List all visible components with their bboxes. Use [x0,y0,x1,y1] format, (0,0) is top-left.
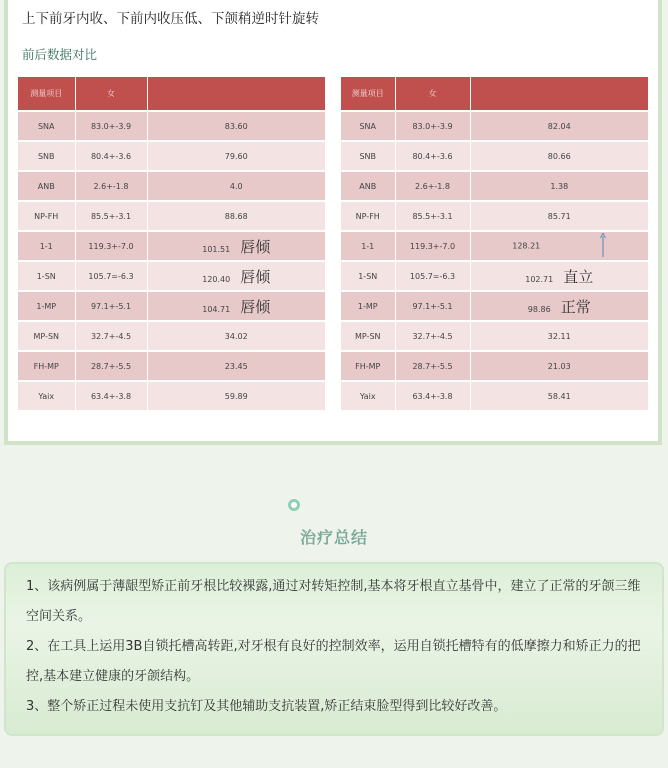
value-cell [147,381,325,411]
table-row [341,141,648,171]
item-cell [341,231,395,261]
value-text: 23.45 [224,361,248,371]
item-cell [18,291,75,321]
item-cell [341,141,395,171]
table-row [341,171,648,201]
item-label: Yaix [38,391,55,401]
value-text: 59.89 [224,391,248,401]
summary-item: 3、整个矫正过程未使用支抗钉及其他辅助支抗装置,矫正结束脸型得到比较好改善。 [26,699,507,714]
item-cell [18,261,75,291]
header-cell: 女 [75,77,147,111]
item-label: 1-SN [36,271,56,281]
norm-cell: 119.3+-7.0 [75,231,147,261]
table-row [18,381,325,411]
item-cell [18,381,75,411]
value-cell [470,291,648,321]
value-text: 101.51 [202,244,231,254]
value-cell [147,141,325,171]
item-cell [18,201,75,231]
value-text: 58.41 [547,391,571,401]
annotation-note: 唇倾 [240,237,271,256]
value-text: 80.66 [547,151,571,161]
value-cell [147,351,325,381]
item-label: FH-MP [355,361,381,371]
item-cell [18,171,75,201]
item-label: 1-MP [36,301,57,311]
norm-cell: 80.4+-3.6 [395,141,470,171]
headline: 上下前牙内收、下前内收压低、下颌稍逆时针旋转 [22,11,319,27]
header-cell: 女 [395,77,470,111]
item-cell [341,291,395,321]
value-cell [147,261,325,291]
item-cell [18,111,75,141]
table-row [341,381,648,411]
annotation-note: 唇倾 [240,297,271,316]
item-cell [341,351,395,381]
norm-cell: 32.7+-4.5 [75,321,147,351]
value-cell [147,201,325,231]
item-label: MP-SN [355,331,381,341]
value-cell [147,231,325,261]
norm-cell: 2.6+-1.8 [75,171,147,201]
item-label: 1-MP [357,301,378,311]
item-cell [341,201,395,231]
item-label: SNB [37,151,55,161]
norm-cell: 32.7+-4.5 [395,321,470,351]
item-label: SNA [37,121,55,131]
value-cell [470,261,648,291]
item-cell [341,111,395,141]
table-row [18,141,325,171]
item-cell [341,381,395,411]
summary-item: 2、在工具上运用3B自锁托槽高转距,对牙根有良好的控制效率，运用自锁托槽特有的低摩擦力和矫正力的把控,基本建立健康的牙颌结构。 [26,639,641,684]
item-cell [341,321,395,351]
norm-cell: 63.4+-3.8 [75,381,147,411]
annotation-note: 唇倾 [240,267,271,286]
item-cell [341,261,395,291]
value-cell [470,231,648,261]
header-cell [470,77,648,111]
value-cell [470,351,648,381]
value-text: 32.11 [547,331,571,341]
norm-cell: 105.7=-6.3 [395,261,470,291]
item-cell [18,231,75,261]
item-label: NP-FH [34,211,59,221]
item-label: ANB [359,181,377,191]
value-cell [470,321,648,351]
item-label: SNA [359,121,377,131]
after-table [341,77,648,412]
table-row [341,261,648,291]
value-text: 34.02 [224,331,248,341]
before-table [18,77,325,412]
value-text: 98.86 [527,304,551,314]
table-row [18,231,325,261]
norm-cell: 83.0+-3.9 [395,111,470,141]
item-label: SNB [359,151,377,161]
value-text: 128.21 [512,241,541,251]
table-row [341,321,648,351]
summary-item: 1、该病例属于薄龈型矫正前牙根比较裸露,通过对转矩控制,基本将牙根直立基骨中，建立了正常的牙颌三维空间关系。 [26,579,641,624]
item-label: Yaix [359,391,376,401]
norm-cell: 97.1+-5.1 [395,291,470,321]
subheading: 前后数据对比 [22,47,98,62]
norm-cell: 2.6+-1.8 [395,171,470,201]
item-label: ANB [37,181,55,191]
norm-cell: 119.3+-7.0 [395,231,470,261]
norm-cell: 85.5+-3.1 [75,201,147,231]
table-header-row [18,77,325,111]
item-label: MP-SN [33,331,59,341]
item-cell [18,351,75,381]
item-cell [18,321,75,351]
table-row [341,351,648,381]
norm-cell: 85.5+-3.1 [395,201,470,231]
annotation-note: 正常 [560,297,591,316]
item-cell [18,141,75,171]
table-row [18,321,325,351]
table-row [18,201,325,231]
item-label: NP-FH [355,211,380,221]
value-text: 120.40 [202,274,231,284]
value-cell [147,321,325,351]
norm-cell: 28.7+-5.5 [75,351,147,381]
header-cell [147,77,325,111]
item-label: FH-MP [33,361,59,371]
value-cell [470,381,648,411]
table-row [341,111,648,141]
value-cell [470,171,648,201]
up-arrow-icon [600,233,606,259]
table-row [341,291,648,321]
value-text: 102.71 [525,274,554,284]
norm-cell: 83.0+-3.9 [75,111,147,141]
value-text: 79.60 [224,151,248,161]
value-cell [470,141,648,171]
norm-cell: 97.1+-5.1 [75,291,147,321]
norm-cell: 28.7+-5.5 [395,351,470,381]
value-text: 85.71 [547,211,571,221]
header-cell: 测量项目 [18,77,75,111]
value-text: 88.68 [224,211,248,221]
value-text: 82.04 [547,121,571,131]
item-label: 1-SN [358,271,378,281]
value-text: 83.60 [224,121,248,131]
table-row [18,351,325,381]
table-row [18,171,325,201]
norm-cell: 105.7=-6.3 [75,261,147,291]
value-cell [147,171,325,201]
value-cell [470,201,648,231]
value-text: 104.71 [202,304,231,314]
table-row [18,111,325,141]
location-pin-icon [288,499,300,511]
value-text: 4.0 [229,181,243,191]
norm-cell: 80.4+-3.6 [75,141,147,171]
annotation-note: 直立 [563,267,594,286]
table-row [341,201,648,231]
summary-box [4,562,664,736]
item-label: 1-1 [361,241,375,251]
summary-title: 治疗总结 [299,528,368,547]
table-row [341,231,648,261]
value-text: 21.03 [547,361,571,371]
table-row [18,261,325,291]
header-cell: 测量项目 [341,77,395,111]
table-row [18,291,325,321]
value-cell [147,111,325,141]
item-cell [341,171,395,201]
value-text: 1.38 [550,181,569,191]
value-cell [147,291,325,321]
item-label: 1-1 [39,241,53,251]
norm-cell: 63.4+-3.8 [395,381,470,411]
value-cell [470,111,648,141]
table-header-row [341,77,648,111]
